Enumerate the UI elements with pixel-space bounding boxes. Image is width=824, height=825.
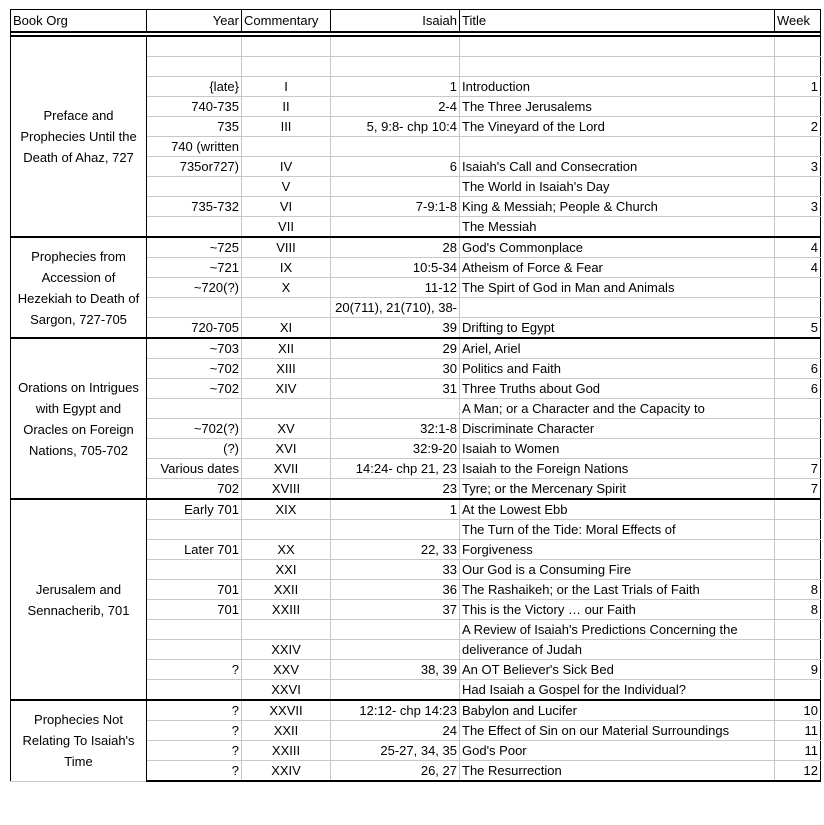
title-cell: Drifting to Egypt [460,318,775,339]
book-org-cell: Prophecies from Accession of Hezekiah to Death of Sargon, 727-705 [11,237,147,338]
week-cell: 4 [775,237,821,258]
title-cell: A Man; or a Character and the Capacity to [460,399,775,419]
year-cell: Early 701 [147,499,242,520]
week-cell [775,97,821,117]
title-cell: A Review of Isaiah's Predictions Concerning the [460,620,775,640]
isaiah-cell: 32:9-20 [331,439,460,459]
title-cell: Introduction [460,77,775,97]
week-cell [775,439,821,459]
title-cell: God's Commonplace [460,237,775,258]
isaiah-cell: 22, 33 [331,540,460,560]
year-cell [147,399,242,419]
week-cell [775,217,821,238]
title-cell [460,137,775,157]
week-cell: 4 [775,258,821,278]
year-cell: ? [147,761,242,782]
year-cell: 735or727) [147,157,242,177]
isaiah-cell [331,399,460,419]
title-cell: Discriminate Character [460,419,775,439]
week-cell [775,36,821,57]
title-cell: An OT Believer's Sick Bed [460,660,775,680]
week-cell: 6 [775,379,821,399]
isaiah-cell: 20(711), 21(710), 38- [331,298,460,318]
week-cell: 3 [775,157,821,177]
table-row [11,499,821,520]
commentary-cell: XXI [242,560,331,580]
week-cell: 8 [775,580,821,600]
commentary-cell: IX [242,258,331,278]
year-cell: ~702(?) [147,419,242,439]
isaiah-cell: 23 [331,479,460,500]
commentary-cell: XIX [242,499,331,520]
isaiah-cell: 24 [331,721,460,741]
isaiah-cell: 28 [331,237,460,258]
year-cell [147,640,242,660]
year-cell: 701 [147,580,242,600]
week-cell [775,57,821,77]
year-cell [147,520,242,540]
year-cell: ? [147,660,242,680]
commentary-cell: XV [242,419,331,439]
title-cell: This is the Victory … our Faith [460,600,775,620]
isaiah-cell: 14:24- chp 21, 23 [331,459,460,479]
week-cell: 3 [775,197,821,217]
week-cell [775,399,821,419]
week-cell [775,560,821,580]
week-cell [775,540,821,560]
year-cell: ? [147,700,242,721]
isaiah-cell: 1 [331,499,460,520]
isaiah-cell: 39 [331,318,460,339]
year-cell: {late} [147,77,242,97]
isaiah-cell [331,520,460,540]
week-cell: 11 [775,741,821,761]
week-cell: 7 [775,459,821,479]
table-row [11,700,821,721]
title-cell: King & Messiah; People & Church [460,197,775,217]
commentary-cell: IV [242,157,331,177]
year-cell: 720-705 [147,318,242,339]
isaiah-cell: 25-27, 34, 35 [331,741,460,761]
header-week: Week [775,10,821,33]
year-cell: ? [147,741,242,761]
table-row [11,237,821,258]
isaiah-cell: 31 [331,379,460,399]
week-cell: 1 [775,77,821,97]
year-cell [147,560,242,580]
isaiah-cell: 30 [331,359,460,379]
year-cell: Various dates [147,459,242,479]
header-book-org: Book Org [11,10,147,33]
book-org-cell: Orations on Intrigues with Egypt and Oracles on Foreign Nations, 705-702 [11,338,147,499]
commentary-cell [242,620,331,640]
commentary-cell: XVI [242,439,331,459]
title-cell: Three Truths about God [460,379,775,399]
year-cell: ? [147,721,242,741]
week-cell [775,499,821,520]
title-cell: The Vineyard of the Lord [460,117,775,137]
title-cell: Babylon and Lucifer [460,700,775,721]
title-cell: Forgiveness [460,540,775,560]
week-cell [775,640,821,660]
commentary-cell [242,399,331,419]
commentary-cell: XXIV [242,640,331,660]
isaiah-cell: 6 [331,157,460,177]
title-cell: deliverance of Judah [460,640,775,660]
isaiah-cell [331,36,460,57]
week-cell [775,620,821,640]
commentary-cell: XXIII [242,600,331,620]
week-cell [775,419,821,439]
year-cell: 735 [147,117,242,137]
isaiah-cell [331,620,460,640]
table-body [11,36,821,781]
title-cell: At the Lowest Ebb [460,499,775,520]
isaiah-cell: 37 [331,600,460,620]
commentary-cell: XXII [242,721,331,741]
week-cell: 11 [775,721,821,741]
isaiah-cell: 26, 27 [331,761,460,782]
header-isaiah: Isaiah [331,10,460,33]
year-cell: Later 701 [147,540,242,560]
year-cell: ~720(?) [147,278,242,298]
commentary-cell: VI [242,197,331,217]
commentary-cell: XXVI [242,680,331,701]
isaiah-cell [331,217,460,238]
isaiah-cell: 29 [331,338,460,359]
title-cell: Our God is a Consuming Fire [460,560,775,580]
title-cell: The Resurrection [460,761,775,782]
isaiah-cell: 33 [331,560,460,580]
title-cell: The Spirt of God in Man and Animals [460,278,775,298]
title-cell: The Turn of the Tide: Moral Effects of [460,520,775,540]
commentary-cell: I [242,77,331,97]
commentary-cell [242,298,331,318]
title-cell: The Three Jerusalems [460,97,775,117]
title-cell: Tyre; or the Mercenary Spirit [460,479,775,500]
table-row [11,36,821,57]
title-cell: Atheism of Force & Fear [460,258,775,278]
header-title: Title [460,10,775,33]
week-cell: 9 [775,660,821,680]
week-cell: 6 [775,359,821,379]
title-cell: The World in Isaiah's Day [460,177,775,197]
isaiah-study-table [10,9,821,782]
title-cell [460,36,775,57]
title-cell: The Rashaikeh; or the Last Trials of Faith [460,580,775,600]
book-org-cell: Prophecies Not Relating To Isaiah's Time [11,700,147,781]
year-cell [147,620,242,640]
isaiah-cell: 32:1-8 [331,419,460,439]
week-cell: 8 [775,600,821,620]
isaiah-cell [331,137,460,157]
isaiah-cell [331,640,460,660]
commentary-cell: XXIII [242,741,331,761]
isaiah-cell: 12:12- chp 14:23 [331,700,460,721]
year-cell: 702 [147,479,242,500]
isaiah-cell: 7-9:1-8 [331,197,460,217]
year-cell: ~725 [147,237,242,258]
year-cell [147,298,242,318]
isaiah-cell: 5, 9:8- chp 10:4 [331,117,460,137]
title-cell: Politics and Faith [460,359,775,379]
isaiah-cell [331,57,460,77]
commentary-cell: XX [242,540,331,560]
week-cell: 5 [775,318,821,339]
year-cell: ~721 [147,258,242,278]
commentary-cell: III [242,117,331,137]
commentary-cell: XXII [242,580,331,600]
week-cell: 2 [775,117,821,137]
commentary-cell: V [242,177,331,197]
title-cell: The Messiah [460,217,775,238]
commentary-cell: XII [242,338,331,359]
commentary-cell: VII [242,217,331,238]
title-cell [460,57,775,77]
week-cell: 7 [775,479,821,500]
isaiah-cell: 1 [331,77,460,97]
isaiah-cell: 36 [331,580,460,600]
commentary-cell [242,520,331,540]
year-cell: 740 (written [147,137,242,157]
commentary-cell: XIV [242,379,331,399]
commentary-cell [242,36,331,57]
book-org-cell: Jerusalem and Sennacherib, 701 [11,499,147,700]
week-cell [775,137,821,157]
commentary-cell [242,137,331,157]
year-cell [147,177,242,197]
week-cell [775,520,821,540]
year-cell [147,217,242,238]
year-cell: ~702 [147,379,242,399]
commentary-cell [242,57,331,77]
year-cell: ~703 [147,338,242,359]
week-cell [775,278,821,298]
book-org-cell: Preface and Prophecies Until the Death of Ahaz, 727 [11,36,147,237]
isaiah-cell [331,177,460,197]
commentary-cell: II [242,97,331,117]
week-cell [775,680,821,701]
week-cell [775,298,821,318]
year-cell: 701 [147,600,242,620]
title-cell: Ariel, Ariel [460,338,775,359]
commentary-cell: XVII [242,459,331,479]
year-cell [147,57,242,77]
commentary-cell: XIII [242,359,331,379]
title-cell: Isaiah to the Foreign Nations [460,459,775,479]
isaiah-cell: 11-12 [331,278,460,298]
isaiah-cell: 2-4 [331,97,460,117]
title-cell: The Effect of Sin on our Material Surroundings [460,721,775,741]
commentary-cell: XVIII [242,479,331,500]
header-commentary: Commentary [242,10,331,33]
commentary-cell: XXIV [242,761,331,782]
year-cell [147,680,242,701]
year-cell: 740-735 [147,97,242,117]
commentary-cell: VIII [242,237,331,258]
year-cell [147,36,242,57]
header-year: Year [147,10,242,33]
year-cell: ~702 [147,359,242,379]
commentary-cell: XXV [242,660,331,680]
title-cell: Isaiah's Call and Consecration [460,157,775,177]
commentary-cell: XI [242,318,331,339]
year-cell: (?) [147,439,242,459]
header-row [11,10,821,33]
table-row [11,338,821,359]
week-cell: 12 [775,761,821,782]
year-cell: 735-732 [147,197,242,217]
title-cell: Had Isaiah a Gospel for the Individual? [460,680,775,701]
week-cell [775,177,821,197]
title-cell: God's Poor [460,741,775,761]
title-cell [460,298,775,318]
title-cell: Isaiah to Women [460,439,775,459]
week-cell: 10 [775,700,821,721]
isaiah-cell: 10:5-34 [331,258,460,278]
commentary-cell: X [242,278,331,298]
isaiah-cell [331,680,460,701]
week-cell [775,338,821,359]
isaiah-cell: 38, 39 [331,660,460,680]
commentary-cell: XXVII [242,700,331,721]
